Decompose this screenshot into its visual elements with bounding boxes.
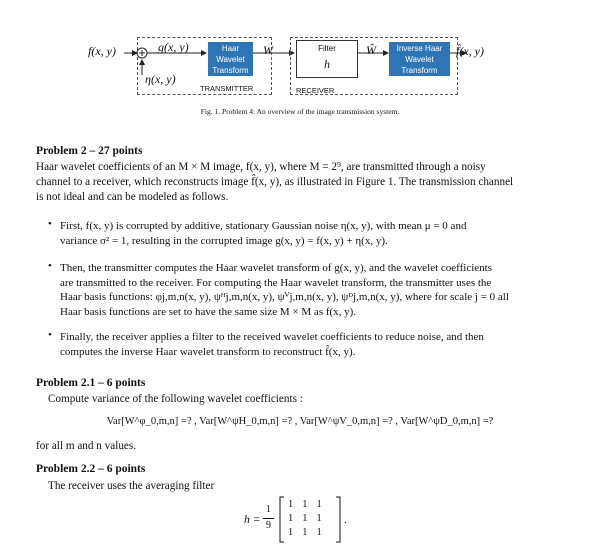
noise-label: η(x, y) [145,72,176,86]
matrix-row: 1 1 1 [288,527,322,538]
haar-transform-box: Haar Wavelet Transform [208,42,253,76]
problem21-after: for all m and n values. [36,440,137,452]
bullet-3: Finally, the receiver applies a filter to the received wavelet coefficients to reduce noise, and then computes the inverse Haar wavelet transform to reconstruct f̂(x, y). [60,331,484,358]
sum-label: g(x, y) [158,40,189,54]
variance-equation: Var[W^φ_0,m,n] =? , Var[W^ψH_0,m,n] =? , Var[W^ψV_0,m,n] =? , Var[W^ψD_0,m,n] =? [106,416,494,427]
bullet-2: Then, the transmitter computes the Haar wavelet transform of g(x, y), and the wavelet coefficients are transmitted to the receiver. For computing the Haar wavelet transform, the transmitter uses the Haar basis functions: φj,m,n(x, y), ψᴴj,m,n(x, y), ψⱽj,m,n(x, y), ψᴰj,m,n(x, y), where for scale j = 0 all Haar basis functions are set to have the same size M × M as f(x, y). [60,262,509,318]
problem2-heading: Problem 2 – 27 points [36,145,143,157]
h-lhs: h = [244,514,261,526]
problem22-text: The receiver uses the averaging filter [48,480,215,492]
filter-box [296,40,358,78]
matrix-row: 1 1 1 [288,499,322,510]
matrix-trail: . [344,514,347,526]
receiver-label: RECEIVER [296,86,335,95]
input-label: f(x, y) [88,44,116,58]
inverse-haar-box: Inverse Haar Wavelet Transform [389,42,450,76]
bullet-dot: • [48,260,52,272]
filter-h: h [324,57,330,71]
problem21-text: Compute variance of the following wavelet coefficients : [48,393,303,405]
problem2-intro: Haar wavelet coefficients of an M × M image, f(x, y), where M = 2⁹, are transmitted through a noisy channel to a receiver, which reconstructs image f̂(x, y), as illustrated in Figure 1. The transmission channel is not ideal and can be modeled as follows. [36,161,514,203]
w-label: W [263,43,273,57]
matrix-row: 1 1 1 [288,513,322,524]
bullet-dot: • [48,329,52,341]
frac-num: 1 [266,504,271,515]
figure-caption: Fig. 1. Problem 4: An overview of the image transmission system. [200,107,400,116]
matrix [288,498,322,540]
output-label: f̂(x, y) [456,44,484,58]
transmitter-label: TRANSMITTER [200,84,254,93]
frac-bar [263,518,274,519]
w-hat-label: Ŵ [366,43,376,57]
frac-den: 9 [266,520,271,531]
bullet-1: First, f(x, y) is corrupted by additive, stationary Gaussian noise η(x, y), with mean μ = 0 and variance σ² = 1, resulting in the corrupted image g(x, y) = f(x, y) + η(x, y). [60,220,467,247]
problem21-heading: Problem 2.1 – 6 points [36,377,146,389]
problem22-heading: Problem 2.2 – 6 points [36,463,146,475]
bullet-dot: • [48,218,52,230]
filter-title: Filter [318,44,336,53]
